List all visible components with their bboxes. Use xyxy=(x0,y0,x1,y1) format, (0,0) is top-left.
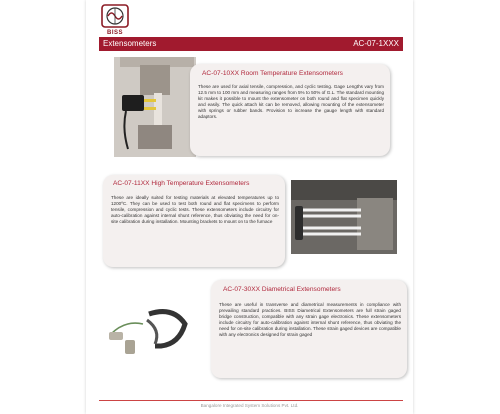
section-card-diametrical xyxy=(211,280,407,378)
product-code: AC-07-1XXX xyxy=(353,39,399,48)
page-title: Extensometers xyxy=(103,39,157,48)
brochure-page xyxy=(86,0,413,414)
room-temp-extensometer-photo xyxy=(114,57,196,157)
section-body: These are ideally suited for testing materials at elevated temperatures up to 1200ºC. They can be used to test both round and flat specimens to perform tensile, compression and cyclic tests. These extensometers include circuitry for auto-calibration against internal shunt reference, thus obviating the need for on-site calibration during installation. Mounting brackets to mount on to the furnace xyxy=(111,195,279,225)
section-card-room-temperature xyxy=(190,64,390,156)
logo-text: BISS xyxy=(106,30,123,36)
diametrical-extensometer-photo xyxy=(107,300,195,360)
section-title: AC-07-11XX High Temperature Extensometers xyxy=(113,180,250,187)
section-title: AC-07-10XX Room Temperature Extensometers xyxy=(202,70,343,77)
section-title: AC-07-30XX Diametrical Extensometers xyxy=(223,286,341,293)
footer-text: Bangalore Integrated System Solutions Pvt. Ltd. xyxy=(200,403,299,408)
section-body: These are used for axial tensile, compression, and cyclic testing. Gage Lengths vary from 12.5 mm to 100 mm and measuring ranges from 5% to 50% of G.L. The standard mounting kit makes it possible to mount the extensometer on both round and flat specimen quickly and easily. The quick attach kit can be removed, allowing mounting of the extensometer with springs or rubber bands. Provision to increase the gauge length with standard adaptors. xyxy=(198,84,384,120)
high-temp-extensometer-photo xyxy=(291,180,397,254)
section-body: These are useful in transverse and diametrical measurements in compliance with prevailing standard practices. BISS Diametrical Extensometers are full strain gaged bridge construction, compatible with any strain gage electronics. These extensometers include circuitry for auto-calibration against internal shunt reference, thus obviating the need for on-site calibration during installation. These strain gaged devices are compatible with any electronics designed for strain gaged xyxy=(219,302,401,338)
section-card-high-temperature xyxy=(103,175,285,267)
footer-divider xyxy=(99,400,403,401)
header-band xyxy=(99,37,403,51)
